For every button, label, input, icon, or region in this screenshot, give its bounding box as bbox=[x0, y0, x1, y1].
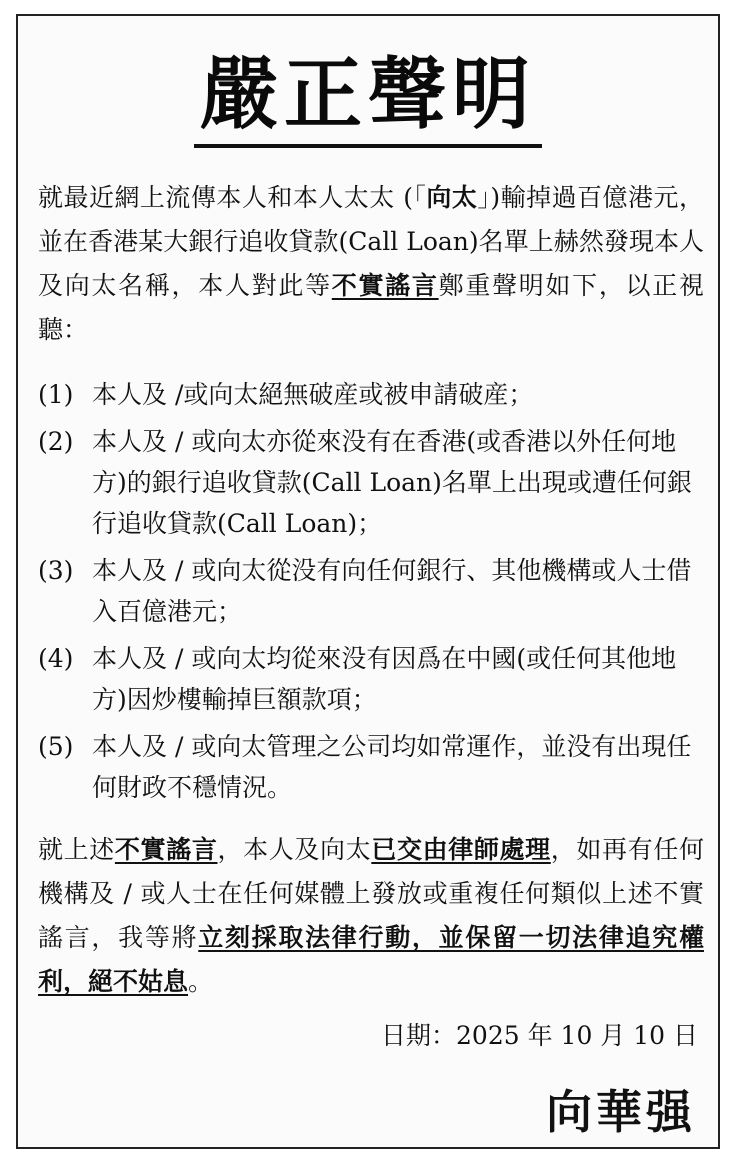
closing-text-2: ，本人及向太 bbox=[217, 835, 372, 864]
closing-text-4: 。 bbox=[188, 967, 214, 996]
closing-paragraph bbox=[38, 828, 704, 1004]
list-item bbox=[38, 421, 704, 544]
statement-title: 嚴正聲明 bbox=[18, 50, 718, 140]
list-item-text: 本人及 / 或向太均從來没有因爲在中國(或任何其他地方)因炒樓輸掉巨額款項； bbox=[92, 644, 677, 714]
list-item-number: (4) bbox=[38, 644, 74, 673]
intro-wife-name: 向太 bbox=[426, 183, 478, 212]
list-item-number: (5) bbox=[38, 732, 74, 761]
list-item-number: (2) bbox=[38, 427, 74, 456]
intro-paragraph bbox=[38, 176, 704, 352]
intro-text-1: 就最近網上流傳本人和本人太太 (「 bbox=[38, 183, 427, 212]
list-item-number: (1) bbox=[38, 380, 74, 409]
list-item-text: 本人及 /或向太絕無破産或被申請破産； bbox=[92, 380, 534, 409]
closing-text-1: 就上述 bbox=[38, 835, 115, 864]
closing-emphasis-rumors: 不實謠言 bbox=[114, 835, 218, 864]
intro-text-2: 」)輸掉過百億港元，並在香港某大銀行追收貸款(Call Loan)名單上赫然發現本人及向太名稱，本人對此等 bbox=[38, 183, 704, 300]
list-item-number: (3) bbox=[38, 556, 74, 585]
list-item bbox=[38, 550, 704, 632]
list-item-text: 本人及 / 或向太亦從來没有在香港(或香港以外任何地方)的銀行追收貸款(Call Loan)名單上出現或遭任何銀 行追收貸款(Call Loan)； bbox=[92, 427, 692, 538]
list-item bbox=[38, 638, 704, 720]
intro-text-3: 鄭重聲明如下，以正視聽： bbox=[38, 271, 704, 344]
closing-emphasis-legal-action: 立刻採取法律行動，並保留一切法律追究權利，絕不姑息 bbox=[38, 923, 704, 996]
closing-emphasis-lawyer: 已交由律師處理 bbox=[371, 835, 551, 864]
list-item bbox=[38, 726, 704, 808]
statement-date: 日期：2025 年 10 月 10 日 bbox=[381, 1021, 698, 1050]
list-item-text: 本人及 / 或向太從没有向任何銀行、其他機構或人士借入百億港元； bbox=[92, 556, 692, 626]
closing-text-3: ，如再有任何機構及 / 或人士在任何媒體上發放或重複任何類似上述不實謠言，我等將 bbox=[38, 835, 704, 952]
intro-emphasis: 不實謠言 bbox=[331, 271, 439, 300]
signature: 向華强 bbox=[546, 1085, 696, 1139]
declaration-list bbox=[38, 374, 704, 814]
list-item bbox=[38, 374, 704, 415]
list-item-text: 本人及 / 或向太管理之公司均如常運作，並没有出現任何財政不穩情況。 bbox=[92, 732, 692, 802]
statement-frame bbox=[16, 14, 720, 1149]
